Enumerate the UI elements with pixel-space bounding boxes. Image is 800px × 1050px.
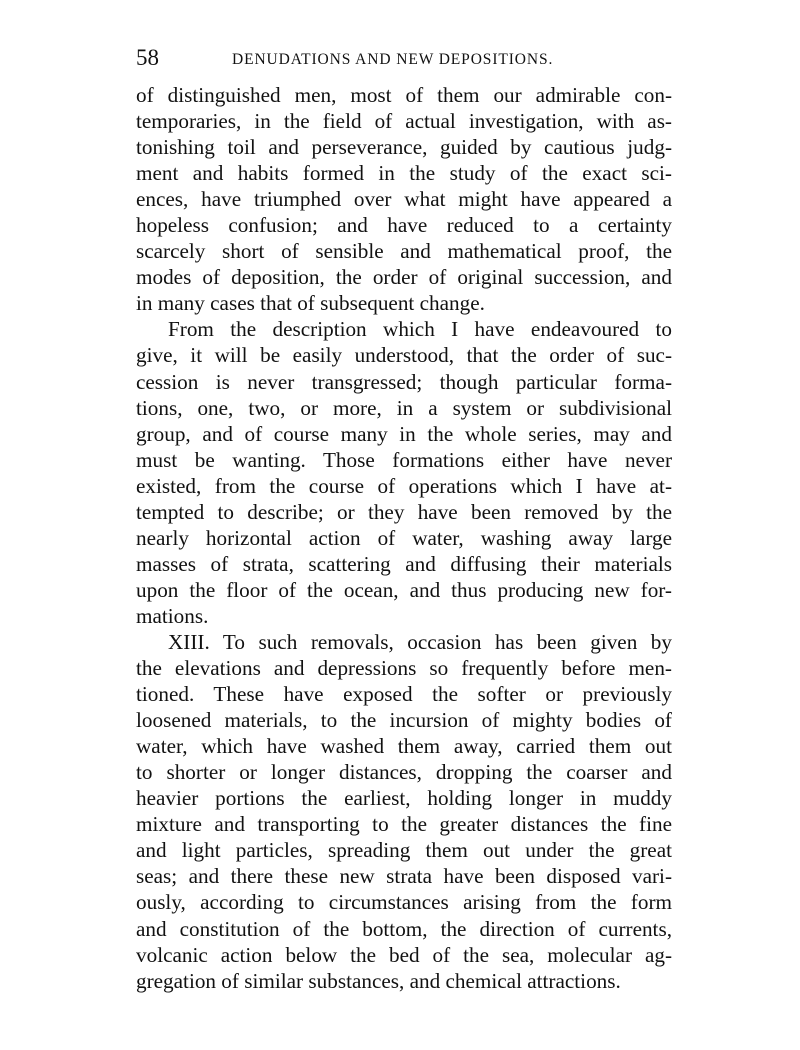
page-number: 58: [136, 45, 159, 70]
text-line: cession is never transgressed; though particular forma-: [136, 369, 672, 394]
text-line: modes of deposition, the order of original succession, and: [136, 265, 672, 290]
text-line: scarcely short of sensible and mathematical proof, the: [136, 239, 672, 264]
text-line: give, it will be easily understood, that the order of suc-: [136, 343, 672, 368]
paragraph: [136, 629, 672, 994]
text-line: mations.: [136, 603, 209, 628]
text-line: loosened materials, to the incursion of mighty bodies of: [136, 708, 672, 733]
text-line: XIII. To such removals, occasion has been given by: [168, 629, 672, 654]
text-line: tions, one, two, or more, in a system or subdivisional: [136, 395, 672, 420]
text-line: of distinguished men, most of them our admirable con-: [136, 83, 672, 107]
text-line: nearly horizontal action of water, washing away large: [136, 525, 672, 550]
text-line: group, and of course many in the whole series, may and: [136, 421, 672, 446]
running-head: [136, 44, 672, 72]
text-line: tonishing toil and perseverance, guided by cautious judg-: [136, 135, 672, 160]
text-line: ously, according to circumstances arising from the form: [136, 890, 672, 915]
text-line: the elevations and depressions so frequently before men-: [136, 656, 672, 681]
text-line: hopeless confusion; and have reduced to a certainty: [136, 213, 672, 238]
text-line: ment and habits formed in the study of the exact sci-: [136, 161, 672, 186]
body-text: [136, 82, 672, 994]
text-line: masses of strata, scattering and diffusing their materials: [136, 551, 672, 576]
paragraph: [136, 82, 672, 316]
text-line: and light particles, spreading them out under the great: [136, 838, 672, 863]
text-line: and constitution of the bottom, the direction of currents,: [136, 916, 672, 941]
paragraph: [136, 316, 672, 629]
text-line: seas; and there these new strata have been disposed vari-: [136, 864, 672, 889]
text-line: ences, have triumphed over what might have appeared a: [136, 187, 672, 212]
text-line: in many cases that of subsequent change.: [136, 291, 485, 316]
text-line: water, which have washed them away, carried them out: [136, 734, 672, 759]
text-line: tioned. These have exposed the softer or previously: [136, 682, 672, 707]
running-title: DENUDATIONS AND NEW DEPOSITIONS.: [232, 51, 554, 68]
text-line: gregation of similar substances, and chemical attractions.: [136, 968, 621, 993]
text-line: heavier portions the earliest, holding longer in muddy: [136, 786, 672, 811]
text-line: From the description which I have endeavoured to: [168, 317, 672, 342]
text-line: must be wanting. Those formations either have never: [136, 447, 672, 472]
text-line: tempted to describe; or they have been removed by the: [136, 499, 672, 524]
text-line: existed, from the course of operations which I have at-: [136, 473, 672, 498]
text-line: volcanic action below the bed of the sea, molecular ag-: [136, 942, 672, 967]
book-page: [136, 44, 672, 994]
text-line: temporaries, in the field of actual investigation, with as-: [136, 109, 672, 134]
text-line: mixture and transporting to the greater distances the fine: [136, 812, 672, 837]
text-line: to shorter or longer distances, dropping the coarser and: [136, 760, 672, 785]
text-line: upon the floor of the ocean, and thus producing new for-: [136, 577, 672, 602]
